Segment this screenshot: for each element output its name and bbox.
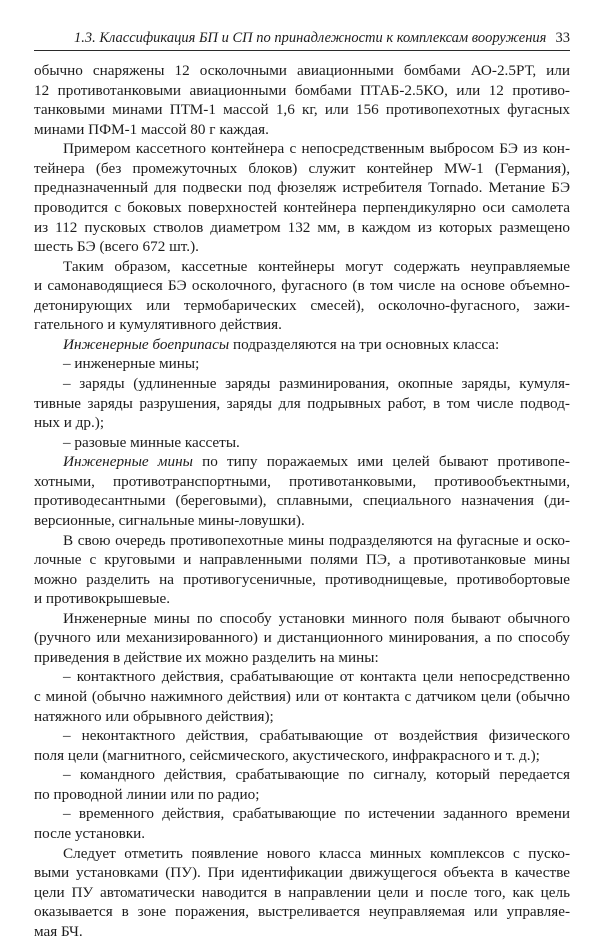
text-line — [34, 452, 570, 472]
text-line — [34, 804, 570, 824]
text-line — [34, 785, 570, 805]
line-text: Следует отметить появление нового класса минных комплексов с пуско- — [63, 845, 570, 862]
text-line — [34, 883, 570, 903]
line-text: Инженерные мины по способу установки минного поля бывают обычного — [63, 610, 570, 627]
text-line — [34, 922, 570, 941]
paragraph — [34, 335, 570, 355]
line-text: противодесантными (береговыми), сплавными, специального назначения (ди- — [34, 492, 570, 509]
text-line — [34, 257, 570, 277]
text-line — [34, 491, 570, 511]
text-line — [34, 120, 570, 140]
line-text: 12 противотанковыми авиационными бомбами ПТАБ-2.5КО, или 12 противо- — [34, 82, 570, 99]
paragraph — [34, 609, 570, 668]
text-line — [34, 863, 570, 883]
line-text: и противокрышевые. — [34, 590, 170, 607]
line-text: оказывается в зоне поражения, выстреливается неуправляемая или управляе- — [34, 903, 570, 920]
italic-term: Инженерные мины — [63, 453, 193, 470]
paragraph — [34, 667, 570, 726]
text-line — [34, 296, 570, 316]
line-text: с миной (обычно нажимного действия) или от контакта с датчиком цели (обычно — [34, 688, 570, 705]
line-text: из 112 пусковых стволов диаметром 132 мм, в каждом из которых размещено — [34, 219, 570, 236]
line-text: (ручного или механизированного) и дистанционного минирования, а по способу — [34, 629, 570, 646]
text-line — [34, 511, 570, 531]
paragraph — [34, 765, 570, 804]
line-text: приведения в действие их можно разделить на мины: — [34, 649, 379, 666]
line-text: гательного и кумулятивного действия. — [34, 316, 282, 333]
text-line — [34, 218, 570, 238]
italic-term: Инженерные боеприпасы — [63, 336, 229, 353]
text-line — [34, 374, 570, 394]
text-line — [34, 178, 570, 198]
text-line — [34, 354, 570, 374]
text-line — [34, 472, 570, 492]
line-text: по проводной линии или по радио; — [34, 786, 259, 803]
line-text: и самонаводящиеся БЭ осколочного, фугасного (в том числе на основе объемно- — [34, 277, 570, 294]
text-line — [34, 609, 570, 629]
paragraph — [34, 531, 570, 609]
text-line — [34, 550, 570, 570]
line-text: хотными, противотранспортными, противотанковыми, противообъектными, — [34, 473, 570, 490]
line-text: выми установками (ПУ). При идентификации движущегося объекта в качестве — [34, 864, 570, 881]
text-line — [34, 628, 570, 648]
line-text: детонирующих или термобарических смесей), осколочно-фугасного, зажи- — [34, 297, 570, 314]
text-line — [34, 667, 570, 687]
body-text — [34, 61, 570, 941]
line-text: – заряды (удлиненные заряды разминирования, окопные заряды, кумуля- — [63, 375, 570, 392]
paragraph — [34, 354, 570, 374]
line-text: поля цели (магнитного, сейсмического, акустического, инфракрасного и т. д.); — [34, 747, 540, 764]
text-line — [34, 824, 570, 844]
running-header — [34, 20, 570, 51]
paragraph — [34, 452, 570, 530]
line-text: – неконтактного действия, срабатывающие от воздействия физического — [63, 727, 570, 744]
text-line — [34, 335, 570, 355]
text-line — [34, 902, 570, 922]
line-text: цели ПУ автоматически наводится в направлении цели и после того, как цель — [34, 884, 570, 901]
text-line — [34, 589, 570, 609]
text-line — [34, 726, 570, 746]
text-line — [34, 765, 570, 785]
line-text: Таким образом, кассетные контейнеры могут содержать неуправляемые — [63, 258, 570, 275]
paragraph — [34, 374, 570, 433]
text-line — [34, 198, 570, 218]
paragraph — [34, 61, 570, 139]
line-text: лочные с круговыми и направленными полями ПЭ, а противотанковые мины — [34, 551, 570, 568]
text-line — [34, 237, 570, 257]
paragraph — [34, 257, 570, 335]
page-number: 33 — [556, 30, 571, 47]
line-text: тивные заряды разрушения, заряды для подрывных работ, в том числе подвод- — [34, 395, 570, 412]
paragraph — [34, 804, 570, 843]
running-title: 1.3. Классификация БП и СП по принадлежности к комплексам вооружения — [74, 30, 546, 47]
line-text: тейнера (без промежуточных блоков) служит контейнер MW-1 (Германия), — [34, 160, 570, 177]
line-text: натяжного или обрывного действия); — [34, 708, 274, 725]
line-text: мая БЧ. — [34, 923, 83, 940]
text-line — [34, 648, 570, 668]
text-line — [34, 707, 570, 727]
paragraph — [34, 844, 570, 941]
line-text: В свою очередь противопехотные мины подразделяются на фугасные и оско- — [63, 532, 570, 549]
line-text: после установки. — [34, 825, 145, 842]
paragraph — [34, 726, 570, 765]
line-text: проводится с боковых поверхностей контейнера перпендикулярно оси самолета — [34, 199, 570, 216]
text-line — [34, 100, 570, 120]
line-text: – инженерные мины; — [63, 355, 199, 372]
text-line — [34, 746, 570, 766]
line-text: Примером кассетного контейнера с непосредственным выбросом БЭ из кон- — [63, 140, 570, 157]
text-line — [34, 844, 570, 864]
line-text: ных и др.); — [34, 414, 104, 431]
text-line — [34, 139, 570, 159]
line-text: по типу поражаемых ими целей бывают противопе- — [193, 453, 570, 470]
paragraph — [34, 139, 570, 256]
line-text: можно разделить на противогусеничные, противоднищевые, противобортовые — [34, 571, 570, 588]
line-text: – командного действия, срабатывающие по сигналу, который передается — [63, 766, 570, 783]
text-line — [34, 61, 570, 81]
text-line — [34, 159, 570, 179]
text-line — [34, 531, 570, 551]
text-line — [34, 81, 570, 101]
line-text: подразделяются на три основных класса: — [229, 336, 499, 353]
text-line — [34, 315, 570, 335]
text-line — [34, 276, 570, 296]
line-text: – разовые минные кассеты. — [63, 434, 240, 451]
line-text: шесть БЭ (всего 672 шт.). — [34, 238, 199, 255]
line-text: предназначенный для подвески под фюзеляж истребителя Tornado. Метание БЭ — [34, 179, 570, 196]
line-text: – временного действия, срабатывающие по истечении заданного времени — [63, 805, 570, 822]
text-line — [34, 394, 570, 414]
line-text: минами ПФМ-1 массой 80 г каждая. — [34, 121, 269, 138]
text-line — [34, 413, 570, 433]
text-line — [34, 570, 570, 590]
line-text: обычно снаряжены 12 осколочными авиационными бомбами АО-2.5РТ, или — [34, 62, 570, 79]
text-line — [34, 433, 570, 453]
line-text: танковыми минами ПТМ-1 массой 1,6 кг, или 156 противопехотных фугасных — [34, 101, 570, 118]
line-text: – контактного действия, срабатывающие от контакта цели непосредственно — [63, 668, 570, 685]
line-text: версионные, сигнальные мины-ловушки). — [34, 512, 305, 529]
text-line — [34, 687, 570, 707]
paragraph — [34, 433, 570, 453]
